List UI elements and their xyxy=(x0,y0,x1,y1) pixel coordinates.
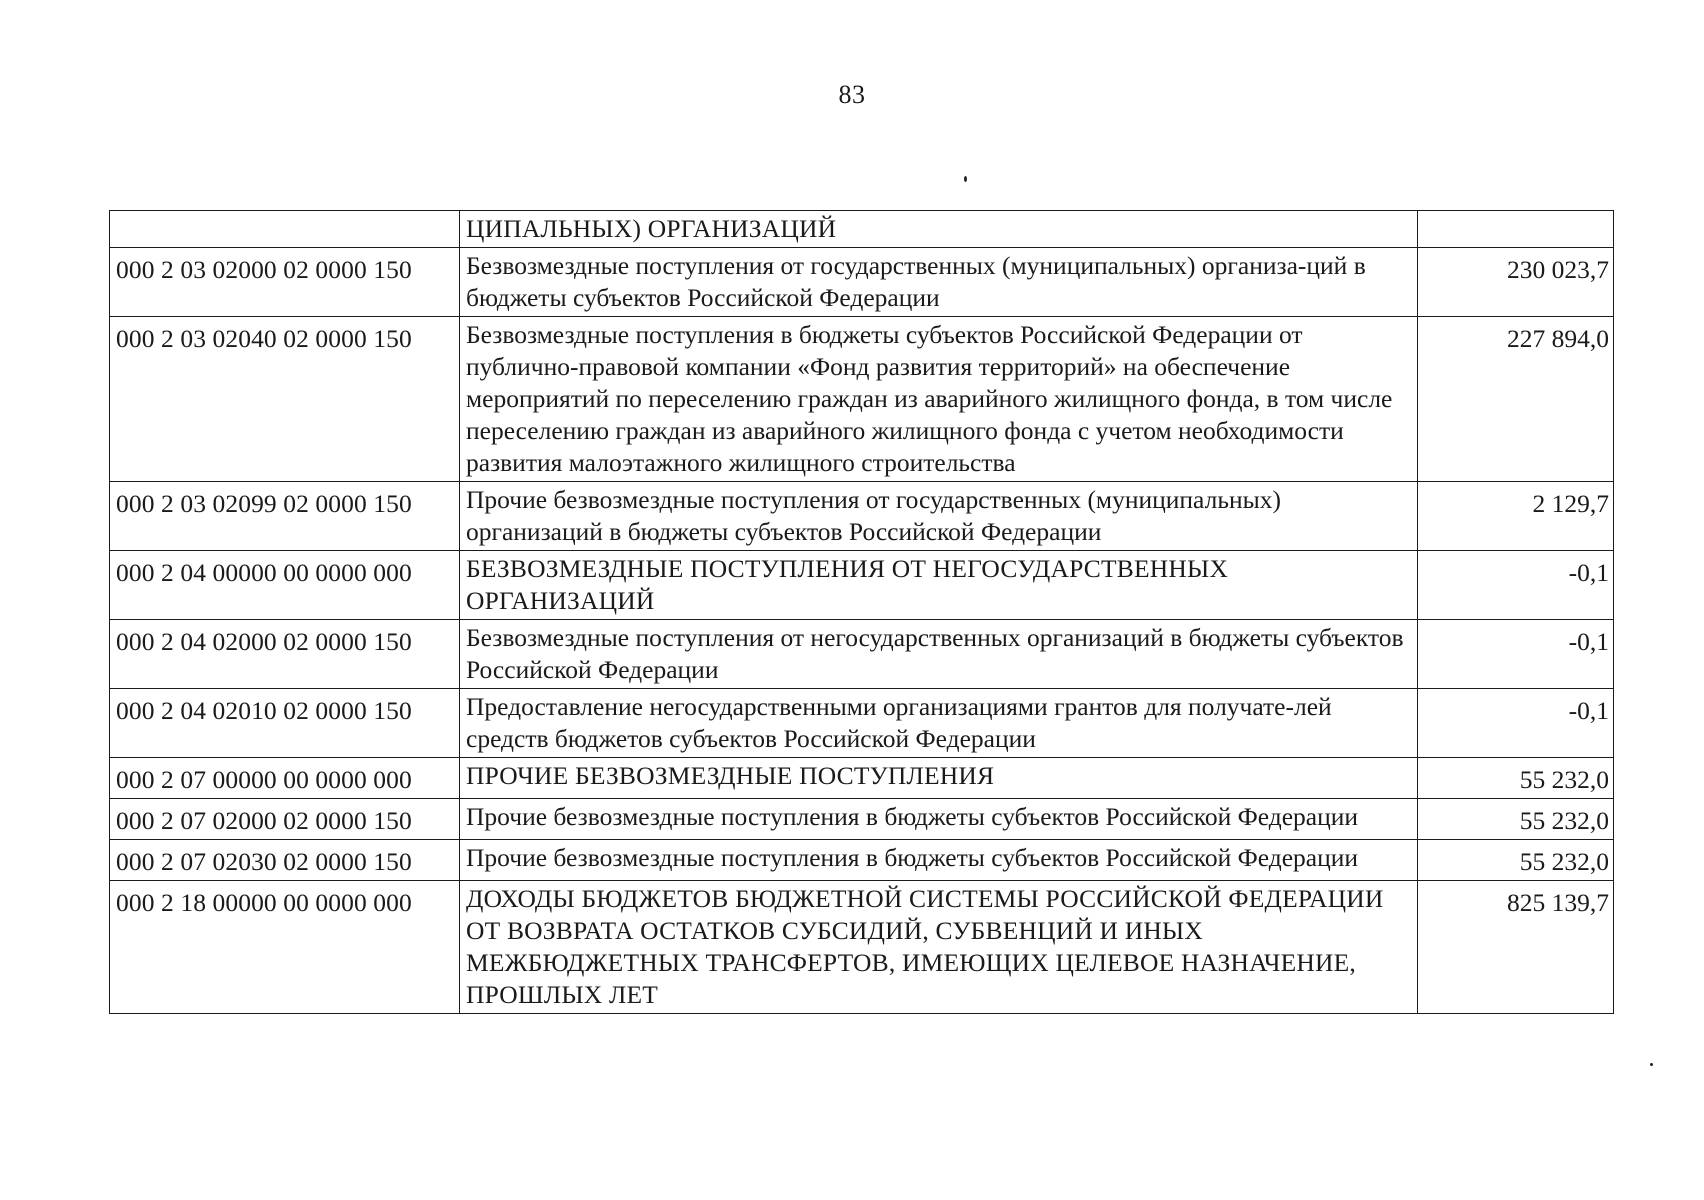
revenue-name-cell: ЦИПАЛЬНЫХ) ОРГАНИЗАЦИЙ xyxy=(460,211,1418,248)
budget-code-cell: 000 2 07 02030 02 0000 150 xyxy=(110,840,460,881)
amount-cell: 55 232,0 xyxy=(1418,758,1614,799)
table-body xyxy=(110,211,1614,1014)
table-row xyxy=(110,482,1614,551)
budget-code-cell: 000 2 04 02000 02 0000 150 xyxy=(110,620,460,689)
budget-code-cell xyxy=(110,211,460,248)
revenue-name-cell: Безвозмездные поступления от государственных (муниципальных) организа-ций в бюджеты субъектов Российской Федерации xyxy=(460,248,1418,317)
table-row xyxy=(110,689,1614,758)
revenue-name-cell: ДОХОДЫ БЮДЖЕТОВ БЮДЖЕТНОЙ СИСТЕМЫ РОССИЙСКОЙ ФЕДЕРАЦИИ ОТ ВОЗВРАТА ОСТАТКОВ СУБСИДИЙ, СУБВЕНЦИЙ И ИНЫХ МЕЖБЮДЖЕТНЫХ ТРАНСФЕРТОВ, ИМЕЮЩИХ ЦЕЛЕВОЕ НАЗНАЧЕНИЕ, ПРОШЛЫХ ЛЕТ xyxy=(460,881,1418,1014)
table-row xyxy=(110,317,1614,482)
scan-speck xyxy=(1650,1063,1653,1066)
budget-code-cell: 000 2 18 00000 00 0000 000 xyxy=(110,881,460,1014)
budget-code-cell: 000 2 03 02040 02 0000 150 xyxy=(110,317,460,482)
table-row xyxy=(110,881,1614,1014)
revenue-name-cell: ПРОЧИЕ БЕЗВОЗМЕЗДНЫЕ ПОСТУПЛЕНИЯ xyxy=(460,758,1418,799)
table-row xyxy=(110,551,1614,620)
table-row xyxy=(110,840,1614,881)
amount-cell: -0,1 xyxy=(1418,551,1614,620)
revenue-name-cell: Предоставление негосударственными организациями грантов для получате-лей средств бюджетов субъектов Российской Федерации xyxy=(460,689,1418,758)
revenue-name-cell: Прочие безвозмездные поступления от государственных (муниципальных) организаций в бюджеты субъектов Российской Федерации xyxy=(460,482,1418,551)
revenue-name-cell: Безвозмездные поступления в бюджеты субъектов Российской Федерации от публично-правовой компании «Фонд развития территорий» на обеспечение мероприятий по переселению граждан из аварийного жилищного фонда, в том числе переселению граждан из аварийного жилищного фонда с учетом необходимости развития малоэтажного жилищного строительства xyxy=(460,317,1418,482)
budget-code-cell: 000 2 07 00000 00 0000 000 xyxy=(110,758,460,799)
amount-cell xyxy=(1418,211,1614,248)
amount-cell: 227 894,0 xyxy=(1418,317,1614,482)
amount-cell: -0,1 xyxy=(1418,689,1614,758)
scan-speck xyxy=(964,176,967,182)
revenue-name-cell: БЕЗВОЗМЕЗДНЫЕ ПОСТУПЛЕНИЯ ОТ НЕГОСУДАРСТВЕННЫХ ОРГАНИЗАЦИЙ xyxy=(460,551,1418,620)
budget-code-cell: 000 2 07 02000 02 0000 150 xyxy=(110,799,460,840)
amount-cell: 825 139,7 xyxy=(1418,881,1614,1014)
revenue-name-cell: Безвозмездные поступления от негосударственных организаций в бюджеты субъектов Российской Федерации xyxy=(460,620,1418,689)
revenue-name-cell: Прочие безвозмездные поступления в бюджеты субъектов Российской Федерации xyxy=(460,840,1418,881)
table-row xyxy=(110,248,1614,317)
revenue-name-cell: Прочие безвозмездные поступления в бюджеты субъектов Российской Федерации xyxy=(460,799,1418,840)
amount-cell: 55 232,0 xyxy=(1418,840,1614,881)
budget-code-cell: 000 2 04 00000 00 0000 000 xyxy=(110,551,460,620)
budget-code-cell: 000 2 03 02099 02 0000 150 xyxy=(110,482,460,551)
amount-cell: 230 023,7 xyxy=(1418,248,1614,317)
table-row xyxy=(110,799,1614,840)
page-number: 83 xyxy=(838,80,866,109)
amount-cell: 2 129,7 xyxy=(1418,482,1614,551)
budget-code-cell: 000 2 04 02010 02 0000 150 xyxy=(110,689,460,758)
budget-code-cell: 000 2 03 02000 02 0000 150 xyxy=(110,248,460,317)
amount-cell: 55 232,0 xyxy=(1418,799,1614,840)
amount-cell: -0,1 xyxy=(1418,620,1614,689)
table-row xyxy=(110,211,1614,248)
table-row xyxy=(110,758,1614,799)
table-row xyxy=(110,620,1614,689)
budget-revenue-table xyxy=(109,210,1614,1014)
